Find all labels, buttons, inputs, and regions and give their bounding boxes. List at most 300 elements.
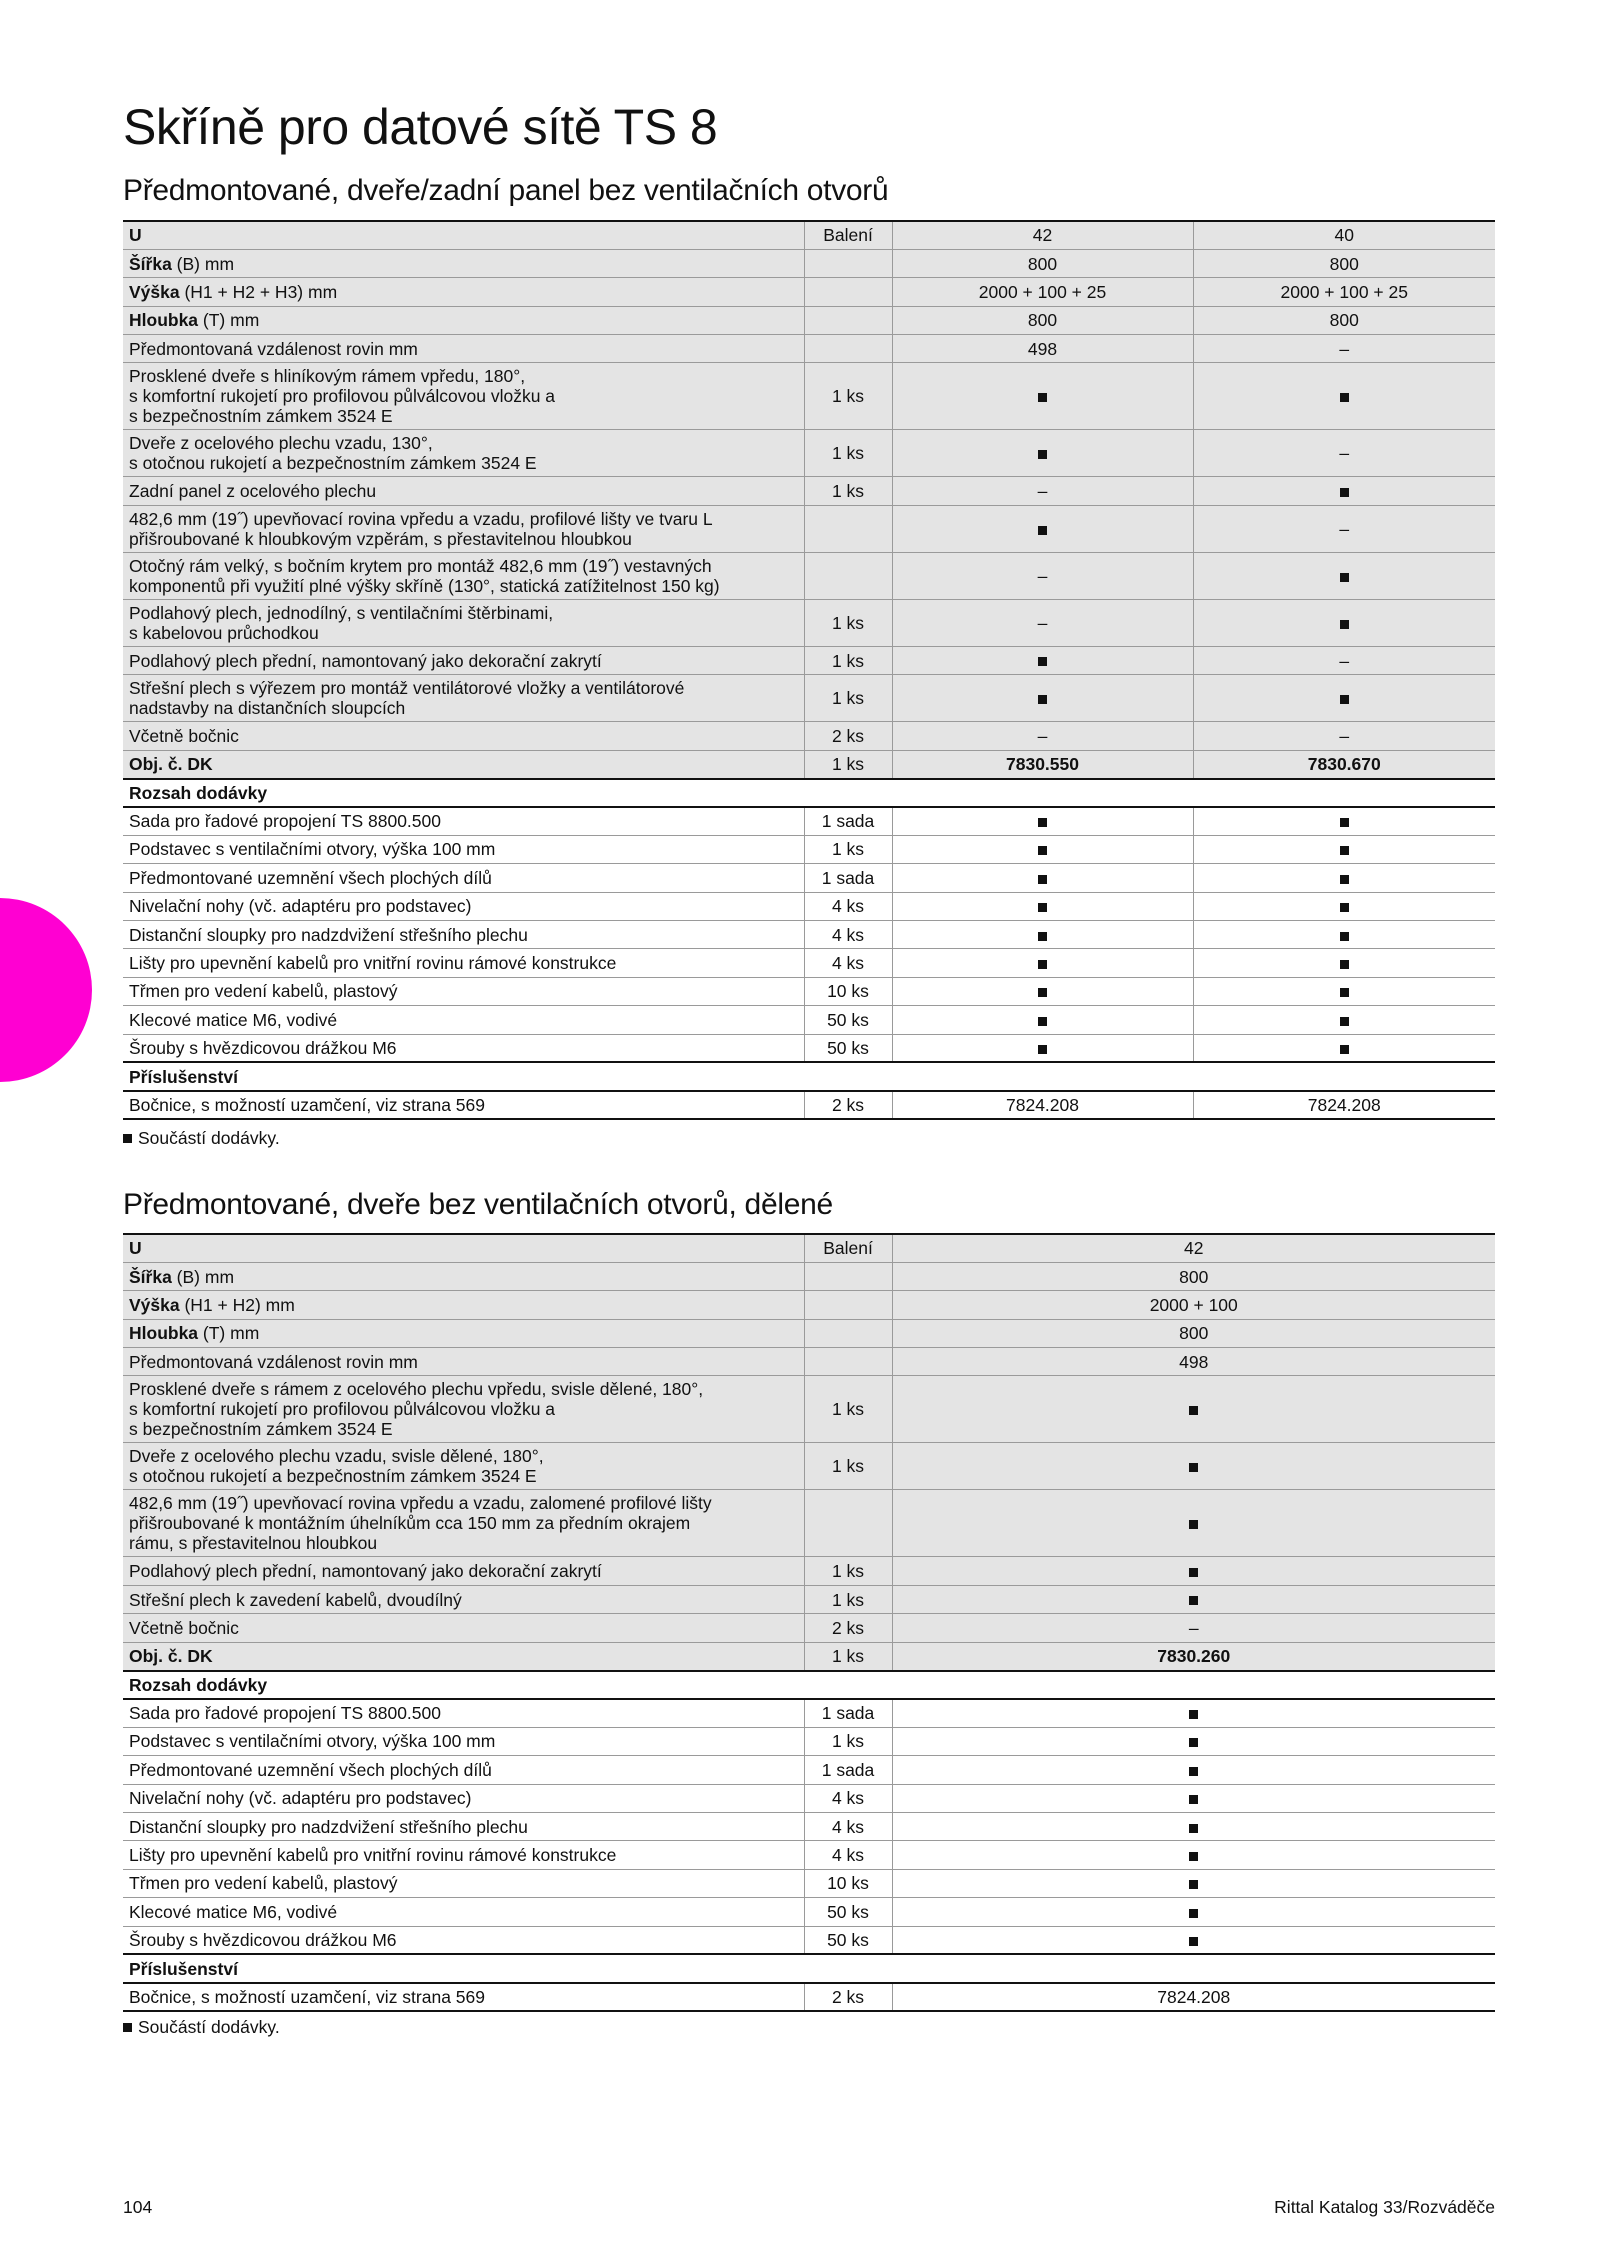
value-cell: – <box>1193 646 1495 674</box>
value-cell <box>892 1557 1495 1585</box>
spec-row <box>123 1585 1495 1613</box>
included-square-icon <box>1038 450 1047 459</box>
spec-label-cell <box>123 1557 804 1585</box>
scope-label-cell: Sada pro řadové propojení TS 8800.500 <box>123 1699 804 1727</box>
spec-label-cell <box>123 1348 804 1376</box>
pack-cell: 2 ks <box>804 1091 892 1119</box>
spec-label-cell <box>123 1376 804 1443</box>
accessory-order-number: 7824.208 <box>1193 1091 1495 1119</box>
spec-label-cell <box>123 552 804 599</box>
accessory-label-cell: Bočnice, s možností uzamčení, viz strana 569 <box>123 1091 804 1119</box>
pack-cell: 1 ks <box>804 1376 892 1443</box>
spec-row <box>123 335 1495 363</box>
pack-cell: 4 ks <box>804 892 892 920</box>
table2-footnote <box>123 2017 280 2038</box>
spec-row <box>123 430 1495 477</box>
pack-cell <box>804 552 892 599</box>
scope-row <box>123 1034 1495 1062</box>
spec-label-cell <box>123 505 804 552</box>
pack-cell: 1 sada <box>804 864 892 892</box>
spec-label-text: Podlahový plech přední, namontovaný jako dekorační zakrytí <box>129 650 602 671</box>
spec-label-cell <box>123 1614 804 1642</box>
pack-cell: 4 ks <box>804 1841 892 1869</box>
spec-label-text: 482,6 mm (19˝) upevňovací rovina vpředu a vzadu, profilové lišty ve tvaru L přišroubované k hloubkovým vzpěrám, s přestavitelnou hloubkou <box>129 508 713 549</box>
accessory-order-number: 7824.208 <box>892 1091 1193 1119</box>
scope-label-cell: Předmontované uzemnění všech plochých dílů <box>123 864 804 892</box>
scope-title: Rozsah dodávky <box>123 779 1495 807</box>
pack-cell <box>804 1490 892 1557</box>
scope-row <box>123 807 1495 835</box>
spec-row <box>123 1614 1495 1642</box>
included-square-icon <box>1038 1017 1047 1026</box>
spec-label-cell <box>123 1291 804 1319</box>
included-square-icon <box>1038 903 1047 912</box>
pack-cell: 1 ks <box>804 599 892 646</box>
value-cell: 800 <box>892 249 1193 277</box>
spec-row <box>123 646 1495 674</box>
order-label-cell <box>123 1642 804 1670</box>
scope-label-cell: Lišty pro upevnění kabelů pro vnitřní rovinu rámové konstrukce <box>123 949 804 977</box>
value-cell <box>1193 920 1495 948</box>
included-square-icon <box>1038 695 1047 704</box>
included-square-icon <box>1340 903 1349 912</box>
pack-cell: 1 ks <box>804 750 892 778</box>
value-cell <box>892 1376 1495 1443</box>
pack-cell: 1 ks <box>804 1585 892 1613</box>
scope-label-cell: Klecové matice M6, vodivé <box>123 1898 804 1926</box>
spec-row <box>123 278 1495 306</box>
spec-row <box>123 1262 1495 1290</box>
order-number-row <box>123 750 1495 778</box>
scope-row <box>123 1841 1495 1869</box>
value-cell <box>892 977 1193 1005</box>
value-cell <box>892 1869 1495 1897</box>
value-cell <box>892 363 1193 430</box>
scope-row <box>123 1006 1495 1034</box>
included-square-icon <box>1340 875 1349 884</box>
pack-cell <box>804 335 892 363</box>
value-cell <box>1193 949 1495 977</box>
value-cell <box>892 646 1193 674</box>
accessory-row <box>123 1983 1495 2011</box>
included-square-icon <box>1189 1767 1198 1776</box>
value-cell: – <box>892 599 1193 646</box>
scope-label-cell: Distanční sloupky pro nadzdvižení střešního plechu <box>123 920 804 948</box>
accessories-title: Příslušenství <box>123 1062 1495 1090</box>
pack-cell: 50 ks <box>804 1034 892 1062</box>
spec-label-cell <box>123 430 804 477</box>
value-cell: 498 <box>892 1348 1495 1376</box>
spec-label-text: Podlahový plech přední, namontovaný jako dekorační zakrytí <box>129 1561 602 1582</box>
scope-row <box>123 864 1495 892</box>
included-square-icon <box>1038 818 1047 827</box>
spec-label-text: Střešní plech k zavedení kabelů, dvoudílný <box>129 1589 462 1610</box>
header-label: U <box>129 1238 142 1259</box>
included-square-icon <box>1340 393 1349 402</box>
spec-label-bold: Výška <box>129 1294 180 1315</box>
spec-label-cell <box>123 675 804 722</box>
included-square-icon <box>1038 960 1047 969</box>
value-cell <box>1193 675 1495 722</box>
scope-row <box>123 892 1495 920</box>
spec-label-cell <box>123 1443 804 1490</box>
value-cell <box>892 1756 1495 1784</box>
included-square-icon <box>1189 1738 1198 1747</box>
included-square-icon <box>1340 1017 1349 1026</box>
value-cell: 2000 + 100 + 25 <box>892 278 1193 306</box>
included-square-icon <box>1340 695 1349 704</box>
product-table-2 <box>123 1233 1495 2012</box>
pack-cell: 1 ks <box>804 430 892 477</box>
spec-label-cell <box>123 306 804 334</box>
header-label: U <box>129 225 142 246</box>
value-cell: 800 <box>892 1262 1495 1290</box>
spec-label-text: Zadní panel z ocelového plechu <box>129 481 377 502</box>
included-square-icon <box>1189 1937 1198 1946</box>
value-cell: – <box>892 722 1193 750</box>
included-square-icon <box>1189 1880 1198 1889</box>
included-square-icon <box>1038 932 1047 941</box>
pack-cell: 2 ks <box>804 1614 892 1642</box>
pack-cell <box>804 1291 892 1319</box>
value-cell <box>892 1443 1495 1490</box>
value-cell <box>892 920 1193 948</box>
order-label: Obj. č. DK <box>129 1646 213 1667</box>
value-cell <box>892 1898 1495 1926</box>
scope-label-cell: Třmen pro vedení kabelů, plastový <box>123 1869 804 1897</box>
pack-cell: 4 ks <box>804 949 892 977</box>
included-square-icon <box>1340 960 1349 969</box>
included-square-icon <box>1189 1406 1198 1415</box>
table1-footnote <box>123 1128 280 1149</box>
page-number: 104 <box>123 2197 153 2217</box>
spec-row <box>123 1490 1495 1557</box>
pack-cell: 1 sada <box>804 807 892 835</box>
value-cell <box>892 835 1193 863</box>
spec-row <box>123 477 1495 505</box>
scope-label-cell: Nivelační nohy (vč. adaptéru pro podstavec) <box>123 1784 804 1812</box>
pack-cell: 2 ks <box>804 1983 892 2011</box>
included-square-icon <box>123 1134 132 1143</box>
spec-row <box>123 599 1495 646</box>
value-cell <box>892 1699 1495 1727</box>
spec-label-cell <box>123 1490 804 1557</box>
scope-row <box>123 1898 1495 1926</box>
value-cell <box>1193 1006 1495 1034</box>
included-square-icon <box>1340 932 1349 941</box>
scope-label-cell: Šrouby s hvězdicovou drážkou M6 <box>123 1034 804 1062</box>
included-square-icon <box>1340 1045 1349 1054</box>
spec-label-text: Podlahový plech, jednodílný, s ventilačními štěrbinami, s kabelovou průchodkou <box>129 602 554 643</box>
spec-row <box>123 249 1495 277</box>
spec-label-text: Předmontovaná vzdálenost rovin mm <box>129 1351 418 1372</box>
included-square-icon <box>1189 1852 1198 1861</box>
catalog-name: Rittal Katalog 33/Rozváděče <box>1274 2197 1495 2217</box>
value-cell <box>1193 363 1495 430</box>
pack-cell: 4 ks <box>804 1784 892 1812</box>
included-square-icon <box>1340 818 1349 827</box>
pack-cell: 4 ks <box>804 920 892 948</box>
accessories-section-header <box>123 1954 1495 1982</box>
scope-label-cell: Předmontované uzemnění všech plochých dílů <box>123 1756 804 1784</box>
value-cell: 800 <box>1193 249 1495 277</box>
scope-row <box>123 949 1495 977</box>
spec-label-cell <box>123 1262 804 1290</box>
scope-row <box>123 1727 1495 1755</box>
spec-row <box>123 1443 1495 1490</box>
spec-label-bold: Šířka <box>129 1266 172 1287</box>
pack-cell <box>804 1262 892 1290</box>
scope-label-cell: Lišty pro upevnění kabelů pro vnitřní rovinu rámové konstrukce <box>123 1841 804 1869</box>
spec-row <box>123 306 1495 334</box>
value-cell <box>892 807 1193 835</box>
spec-label-text: Předmontovaná vzdálenost rovin mm <box>129 338 418 359</box>
value-cell <box>1193 835 1495 863</box>
value-cell <box>892 1006 1193 1034</box>
pack-cell: 1 ks <box>804 477 892 505</box>
product-table-1 <box>123 220 1495 1120</box>
value-cell <box>1193 977 1495 1005</box>
pack-cell: 1 sada <box>804 1699 892 1727</box>
value-cell <box>1193 599 1495 646</box>
value-cell: 2000 + 100 + 25 <box>1193 278 1495 306</box>
spec-row <box>123 675 1495 722</box>
spec-label-text: (T) mm <box>198 1323 260 1344</box>
spec-label-text: Včetně bočnic <box>129 1617 239 1638</box>
scope-label-cell: Šrouby s hvězdicovou drážkou M6 <box>123 1926 804 1954</box>
order-number-row <box>123 1642 1495 1670</box>
included-square-icon <box>1038 988 1047 997</box>
scope-row <box>123 1926 1495 1954</box>
pack-cell: 10 ks <box>804 1869 892 1897</box>
header-label-cell <box>123 221 804 249</box>
pack-header-cell: Balení <box>804 221 892 249</box>
spec-label-cell <box>123 1585 804 1613</box>
table2-title: Předmontované, dveře bez ventilačních otvorů, dělené <box>123 1188 833 1221</box>
included-square-icon <box>1189 1824 1198 1833</box>
value-cell <box>1193 864 1495 892</box>
order-label: Obj. č. DK <box>129 754 213 775</box>
spec-label-cell <box>123 599 804 646</box>
spec-row <box>123 505 1495 552</box>
table-header-row <box>123 1234 1495 1262</box>
value-cell <box>1193 807 1495 835</box>
value-cell: – <box>1193 430 1495 477</box>
spec-label-text: Dveře z ocelového plechu vzadu, 130°, s otočnou rukojetí a bezpečnostním zámkem 3524 E <box>129 433 537 474</box>
size-value-cell: 42 <box>892 221 1193 249</box>
pack-cell: 50 ks <box>804 1006 892 1034</box>
included-square-icon <box>1189 1909 1198 1918</box>
spec-label-text: (H1 + H2) mm <box>179 1294 295 1315</box>
spec-label-text: Prosklené dveře s hliníkovým rámem vpředu, 180°, s komfortní rukojetí pro profilovou půlválcovou vložku a s bezpečnostním zámkem 3524 E <box>129 366 556 427</box>
scope-row <box>123 1812 1495 1840</box>
value-cell <box>892 1841 1495 1869</box>
order-number: 7830.550 <box>1006 754 1079 775</box>
spec-label-text: (B) mm <box>171 253 235 274</box>
footnote-text: Součástí dodávky. <box>138 2017 280 2037</box>
order-number-cell <box>1193 750 1495 778</box>
pack-cell: 2 ks <box>804 722 892 750</box>
scope-row <box>123 1869 1495 1897</box>
spec-label-cell <box>123 278 804 306</box>
table1-title: Předmontované, dveře/zadní panel bez ventilačních otvorů <box>123 174 889 207</box>
spec-row <box>123 363 1495 430</box>
scope-row <box>123 920 1495 948</box>
spec-row <box>123 1557 1495 1585</box>
order-number: 7830.260 <box>1157 1646 1231 1667</box>
value-cell <box>892 1727 1495 1755</box>
scope-row <box>123 835 1495 863</box>
spec-label-cell <box>123 646 804 674</box>
accessories-title: Příslušenství <box>123 1954 1495 1982</box>
spec-label-text: 482,6 mm (19˝) upevňovací rovina vpředu a vzadu, zalomené profilové lišty přišroubované k montážním úhelníkům cca 150 mm za předním okrajem rámu, s přestavitelnou hloubkou <box>129 1493 712 1554</box>
value-cell <box>892 1034 1193 1062</box>
spec-label-text: (T) mm <box>198 310 260 331</box>
scope-row <box>123 1784 1495 1812</box>
value-cell: 800 <box>892 1319 1495 1347</box>
included-square-icon <box>1189 1520 1198 1529</box>
included-square-icon <box>1038 1045 1047 1054</box>
header-label-cell <box>123 1234 804 1262</box>
value-cell: – <box>892 477 1193 505</box>
value-cell: 498 <box>892 335 1193 363</box>
value-cell <box>892 1926 1495 1954</box>
spec-label-bold: Šířka <box>129 253 172 274</box>
magenta-section-marker <box>0 898 92 1082</box>
pack-cell <box>804 505 892 552</box>
scope-row <box>123 977 1495 1005</box>
pack-cell <box>804 306 892 334</box>
included-square-icon <box>1189 1463 1198 1472</box>
value-cell <box>1193 552 1495 599</box>
order-label-cell <box>123 750 804 778</box>
value-cell: 2000 + 100 <box>892 1291 1495 1319</box>
spec-row <box>123 722 1495 750</box>
value-cell <box>892 1812 1495 1840</box>
table-header-row <box>123 221 1495 249</box>
spec-row <box>123 1348 1495 1376</box>
pack-cell: 1 ks <box>804 1443 892 1490</box>
spec-label-bold: Výška <box>129 281 180 302</box>
included-square-icon <box>1189 1710 1198 1719</box>
pack-cell: 1 ks <box>804 646 892 674</box>
pack-cell: 1 ks <box>804 1727 892 1755</box>
spec-label-cell <box>123 477 804 505</box>
spec-label-text: (B) mm <box>171 1266 235 1287</box>
value-cell <box>1193 892 1495 920</box>
value-cell <box>892 430 1193 477</box>
value-cell <box>1193 477 1495 505</box>
spec-label-text: (H1 + H2 + H3) mm <box>179 281 338 302</box>
pack-cell: 50 ks <box>804 1898 892 1926</box>
scope-label-cell: Nivelační nohy (vč. adaptéru pro podstavec) <box>123 892 804 920</box>
scope-title: Rozsah dodávky <box>123 1671 1495 1699</box>
spec-label-text: Střešní plech s výřezem pro montáž ventilátorové vložky a ventilátorové nadstavby na distančních sloupcích <box>129 678 685 719</box>
included-square-icon <box>1038 875 1047 884</box>
value-cell <box>892 1784 1495 1812</box>
pack-cell: 50 ks <box>804 1926 892 1954</box>
spec-label-cell <box>123 722 804 750</box>
spec-label-text: Otočný rám velký, s bočním krytem pro montáž 482,6 mm (19˝) vestavných komponentů při využití plné výšky skříně (130°, statická zatížitelnost 150 kg) <box>129 555 720 596</box>
pack-cell: 1 sada <box>804 1756 892 1784</box>
included-square-icon <box>1340 846 1349 855</box>
scope-label-cell: Distanční sloupky pro nadzdvižení střešního plechu <box>123 1812 804 1840</box>
value-cell: – <box>1193 335 1495 363</box>
pack-cell: 1 ks <box>804 1557 892 1585</box>
order-number-cell <box>892 750 1193 778</box>
pack-cell: 1 ks <box>804 363 892 430</box>
value-cell <box>892 1585 1495 1613</box>
scope-label-cell: Třmen pro vedení kabelů, plastový <box>123 977 804 1005</box>
spec-row <box>123 1291 1495 1319</box>
value-cell: – <box>892 552 1193 599</box>
scope-section-header <box>123 779 1495 807</box>
accessories-section-header <box>123 1062 1495 1090</box>
order-number-cell <box>892 1642 1495 1670</box>
included-square-icon <box>1038 526 1047 535</box>
footnote-text: Součástí dodávky. <box>138 1128 280 1148</box>
value-cell: 800 <box>1193 306 1495 334</box>
scope-label-cell: Klecové matice M6, vodivé <box>123 1006 804 1034</box>
pack-cell <box>804 1348 892 1376</box>
value-cell <box>892 949 1193 977</box>
size-value-cell: 42 <box>892 1234 1495 1262</box>
value-cell: – <box>1193 722 1495 750</box>
spec-label-text: Dveře z ocelového plechu vzadu, svisle dělené, 180°, s otočnou rukojetí a bezpečnostním zámkem 3524 E <box>129 1446 544 1487</box>
scope-label-cell: Podstavec s ventilačními otvory, výška 100 mm <box>123 835 804 863</box>
spec-label-bold: Hloubka <box>129 1323 199 1344</box>
scope-label-cell: Podstavec s ventilačními otvory, výška 100 mm <box>123 1727 804 1755</box>
pack-cell: 4 ks <box>804 1812 892 1840</box>
pack-cell: 1 ks <box>804 835 892 863</box>
value-cell <box>892 892 1193 920</box>
included-square-icon <box>1038 657 1047 666</box>
spec-label-bold: Hloubka <box>129 310 199 331</box>
included-square-icon <box>1340 573 1349 582</box>
pack-header-cell: Balení <box>804 1234 892 1262</box>
pack-cell: 10 ks <box>804 977 892 1005</box>
pack-cell: 1 ks <box>804 1642 892 1670</box>
spec-label-cell <box>123 1319 804 1347</box>
page-title: Skříně pro datové sítě TS 8 <box>123 99 718 155</box>
spec-label-cell <box>123 335 804 363</box>
pack-cell <box>804 249 892 277</box>
value-cell: 800 <box>892 306 1193 334</box>
included-square-icon <box>1189 1568 1198 1577</box>
included-square-icon <box>1340 620 1349 629</box>
spec-row <box>123 552 1495 599</box>
spec-row <box>123 1376 1495 1443</box>
value-cell <box>892 1490 1495 1557</box>
included-square-icon <box>1189 1596 1198 1605</box>
scope-row <box>123 1699 1495 1727</box>
scope-label-cell: Sada pro řadové propojení TS 8800.500 <box>123 807 804 835</box>
pack-cell <box>804 278 892 306</box>
value-cell: – <box>1193 505 1495 552</box>
spec-row <box>123 1319 1495 1347</box>
scope-section-header <box>123 1671 1495 1699</box>
spec-label-cell <box>123 249 804 277</box>
included-square-icon <box>1038 393 1047 402</box>
value-cell <box>1193 1034 1495 1062</box>
accessory-row <box>123 1091 1495 1119</box>
pack-cell <box>804 1319 892 1347</box>
size-value-cell: 40 <box>1193 221 1495 249</box>
included-square-icon <box>1038 846 1047 855</box>
spec-label-cell <box>123 363 804 430</box>
included-square-icon <box>1189 1795 1198 1804</box>
accessory-order-number: 7824.208 <box>892 1983 1495 2011</box>
